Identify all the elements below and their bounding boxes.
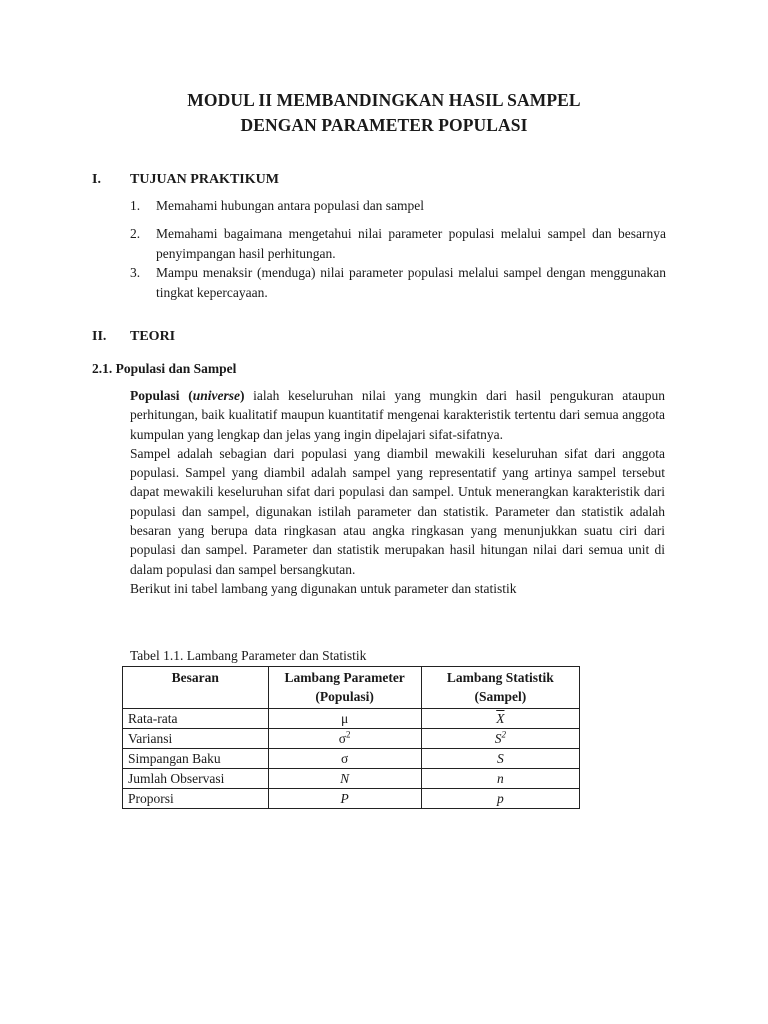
list-item-2-number: 2. <box>130 226 141 241</box>
header-statistik-line1: Lambang Statistik <box>446 670 554 685</box>
parameter-symbol: N <box>340 771 350 786</box>
cell-statistic-symbol <box>421 729 579 749</box>
table-body <box>123 709 580 809</box>
body-text <box>130 386 665 598</box>
statistic-symbol: p <box>496 791 504 806</box>
list-item-2-text: Memahami bagaimana mengetahui nilai parameter populasi melalui sampel dan besarnya penyimpangan hasil perhitungan. <box>156 226 666 261</box>
section-1-number: I. <box>92 172 101 187</box>
paren-close: ) <box>239 388 245 403</box>
list-item-1-text: Memahami hubungan antara populasi dan sampel <box>156 198 425 213</box>
document-title-line-2: DENGAN PARAMETER POPULASI <box>240 115 528 135</box>
table-caption: Tabel 1.1. Lambang Parameter dan Statistik <box>130 648 367 663</box>
section-1-heading: TUJUAN PRAKTIKUM <box>130 172 279 187</box>
parameter-symbol: P <box>340 791 349 806</box>
cell-parameter-symbol <box>268 729 421 749</box>
parameter-symbol: μ <box>341 711 349 726</box>
term-universe: universe <box>192 388 240 403</box>
statistic-superscript: 2 <box>501 729 506 740</box>
statistic-symbol: $\overline{X}$ <box>496 711 505 726</box>
statistic-symbol: n <box>496 771 504 786</box>
statistic-symbol: S <box>494 731 502 746</box>
parameter-symbol: σ <box>338 731 347 746</box>
table-row <box>123 709 580 729</box>
header-besaran <box>123 667 269 709</box>
paragraph-populasi <box>130 386 665 444</box>
parameter-symbol: σ <box>341 751 349 766</box>
list-item-3-text: Mampu menaksir (menduga) nilai parameter populasi melalui sampel dengan menggunakan tingkat kepercayaan. <box>156 265 666 300</box>
cell-parameter-symbol <box>268 709 421 729</box>
cell-parameter-symbol <box>268 749 421 769</box>
symbol-table <box>122 666 580 809</box>
cell-statistic-symbol <box>421 789 579 809</box>
statistic-symbol: S <box>496 751 504 766</box>
cell-besaran: Variansi <box>123 729 269 749</box>
table-header-row <box>123 667 580 709</box>
cell-statistic-symbol <box>421 769 579 789</box>
cell-parameter-symbol <box>268 789 421 809</box>
paragraph-table-intro: Berikut ini tabel lambang yang digunakan untuk parameter dan statistik <box>130 580 517 596</box>
list-item-3-number: 3. <box>130 265 141 280</box>
cell-besaran: Rata-rata <box>123 709 269 729</box>
header-statistik-line2: (Sampel) <box>474 689 527 704</box>
cell-parameter-symbol <box>268 769 421 789</box>
paragraph-populasi-text: ialah keseluruhan nilai yang mungkin dari hasil pengukuran ataupun perhitungan, baik kualitatif maupun kuantitatif mengenai karakteristik tertentu dari semua anggota kumpulan yang lengkap dan jelas yang ingin dipelajari sifat-sifatnya. <box>130 388 665 442</box>
paren-open: ( <box>179 388 193 403</box>
table-row <box>123 769 580 789</box>
table-row <box>123 729 580 749</box>
paragraph-sampel: Sampel adalah sebagian dari populasi yang diambil mewakili keseluruhan sifat dari anggota populasi. Sampel yang diambil adalah sampel yang representatif yang artinya sampel tersebut dapat mewakili keseluruhan sifat dari populasi dan sampel. Untuk menerangkan karakteristik dari populasi dan sampel, digunakan istilah parameter dan statistik. Parameter dan statistik adalah besaran yang berupa data ringkasan atau angka ringkasan yang menunjukkan suatu ciri dari populasi dan sampel. Parameter dan statistik merupakan hasil hitungan nilai dari semua unit di dalam populasi dan sampel bersangkutan. <box>130 445 665 577</box>
parameter-superscript: 2 <box>346 729 351 740</box>
cell-statistic-symbol <box>421 709 579 729</box>
subsection-heading: 2.1. Populasi dan Sampel <box>92 361 237 376</box>
cell-statistic-symbol <box>421 749 579 769</box>
cell-besaran: Simpangan Baku <box>123 749 269 769</box>
list-item-1-number: 1. <box>130 198 141 213</box>
header-lambang-parameter <box>268 667 421 709</box>
header-parameter-line1: Lambang Parameter <box>284 670 405 685</box>
cell-besaran: Jumlah Observasi <box>123 769 269 789</box>
term-populasi: Populasi <box>130 388 180 403</box>
section-2-heading: TEORI <box>130 329 176 344</box>
header-parameter-line2: (Populasi) <box>315 689 374 704</box>
table-row <box>123 749 580 769</box>
section-2-number: II. <box>92 329 107 344</box>
header-lambang-statistik <box>421 667 579 709</box>
document-title-line-1: MODUL II MEMBANDINGKAN HASIL SAMPEL <box>187 90 581 110</box>
header-besaran-label: Besaran <box>171 670 219 685</box>
table-row <box>123 789 580 809</box>
cell-besaran: Proporsi <box>123 789 269 809</box>
